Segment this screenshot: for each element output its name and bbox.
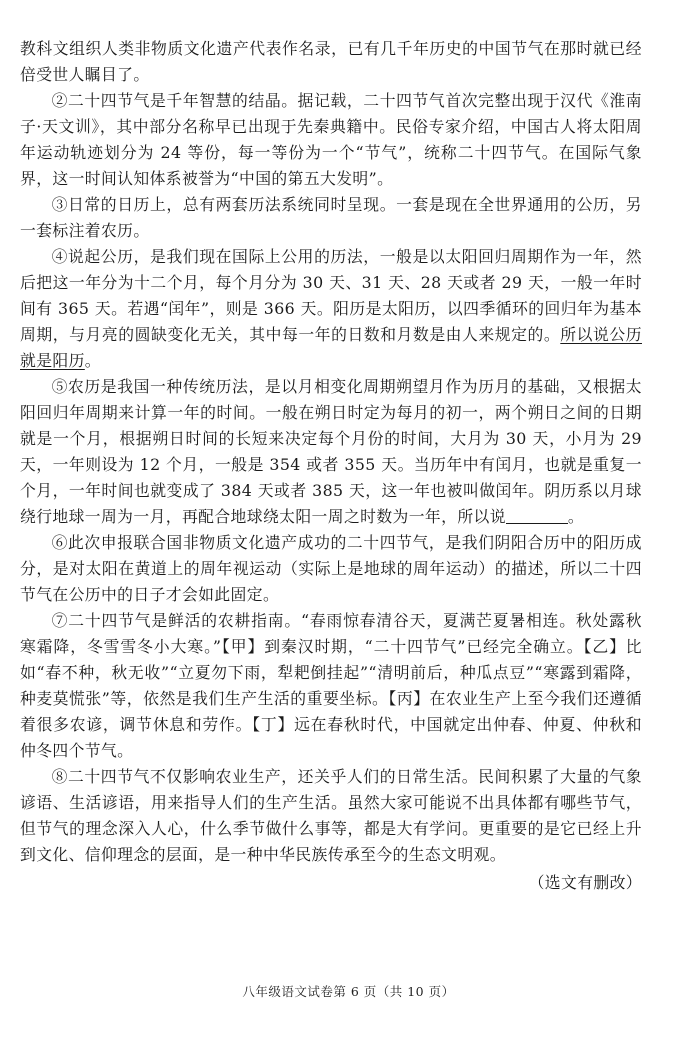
page-footer: 八年级语文试卷第 6 页（共 10 页） (242, 984, 455, 999)
paragraph-text: 。 (567, 507, 585, 526)
paragraph (20, 192, 642, 244)
paragraph-text: 。 (84, 351, 101, 370)
paragraph-text: ⑤农历是我国一种传统历法，是以月相变化周期朔望月作为历月的基础，又根据太阳回归年周期来计算一年的时间。一般在朔日时定为每月的初一，两个朔日之间的日期就是一个月，根据朔日时间的长短来决定每个月份的时间，大月为 30 天，小月为 29 天，一年则设为 12 个月，一般是 354 或者 355 天。当历年中有闰月，也就是重复一个月，一年时间也就变成了 384 天或者 385 天，这一年也被叫做闰年。阴历系以月球绕行地球一周为一月，再配合地球绕太阳一周之时数为一年，所以说 (20, 377, 642, 526)
answer-blank (506, 507, 568, 524)
paragraph (20, 608, 642, 764)
paragraph (20, 244, 642, 374)
paragraph (20, 36, 642, 88)
paragraph-text: ⑧二十四节气不仅影响农业生产，还关乎人们的日常生活。民间积累了大量的气象谚语、生活谚语，用来指导人们的生产生活。虽然大家可能说不出具体都有哪些节气，但节气的理念深入人心，什么季节做什么事等，都是大有学问。更重要的是它已经上升到文化、信仰理念的层面，是一种中华民族传承至今的生态文明观。 (20, 767, 642, 864)
article-text (20, 36, 642, 868)
paragraph-text: ⑦二十四节气是鲜活的农耕指南。“春雨惊春清谷天，夏满芒夏暑相连。秋处露秋寒霜降，冬雪雪冬小大寒。”【甲】到秦汉时期，“二十四节气”已经完全确立。【乙】比如“春不种，秋无收”“立夏勿下雨，犁耙倒挂起”“清明前后，种瓜点豆”“寒露到霜降，种麦莫慌张”等，依然是我们生产生活的重要坐标。【丙】在农业生产上至今我们还遵循着很多农谚，调节休息和劳作。【丁】远在春秋时代，中国就定出仲春、仲夏、仲秋和仲冬四个节气。 (20, 611, 642, 760)
paragraph-text: 教科文组织人类非物质文化遗产代表作名录，已有几千年历史的中国节气在那时就已经倍受世人瞩目了。 (20, 39, 642, 84)
paragraph-text: ④说起公历，是我们现在国际上公用的历法，一般是以太阳回归周期作为一年，然后把这一年分为十二个月，每个月分为 30 天、31 天、28 天或者 29 天，一般一年时间有 365 天。若遇“闰年”，则是 366 天。阳历是太阳历，以四季循环的回归年为基本周期，与月亮的圆缺变化无关，其中每一年的日数和月数是由人来规定的。 (20, 247, 642, 344)
paragraph (20, 374, 642, 530)
source-note: （选文有删改） (528, 873, 642, 892)
paragraph (20, 764, 642, 868)
paragraph-text: ⑥此次申报联合国非物质文化遗产成功的二十四节气，是我们阴阳合历中的阳历成分，是对太阳在黄道上的周年视运动（实际上是地球的周年运动）的描述，所以二十四节气在公历中的日子才会如此固定。 (20, 533, 642, 604)
paragraph (20, 88, 642, 192)
document-body (20, 36, 642, 896)
underlined-sentence: 所以说公历就是阳历 (20, 325, 642, 370)
paragraph-text: ③日常的日历上，总有两套历法系统同时呈现。一套是现在全世界通用的公历，另一套标注着农历。 (20, 195, 642, 240)
paragraph (20, 530, 642, 608)
paragraph-text: ②二十四节气是千年智慧的结晶。据记载，二十四节气首次完整出现于汉代《淮南子·天文训》，其中部分名称早已出现于先秦典籍中。民俗专家介绍，中国古人将太阳周年运动轨迹划分为 24 等份，每一等份为一个“节气”，统称二十四节气。在国际气象界，这一时间认知体系被誉为“中国的第五大发明”。 (20, 91, 642, 188)
